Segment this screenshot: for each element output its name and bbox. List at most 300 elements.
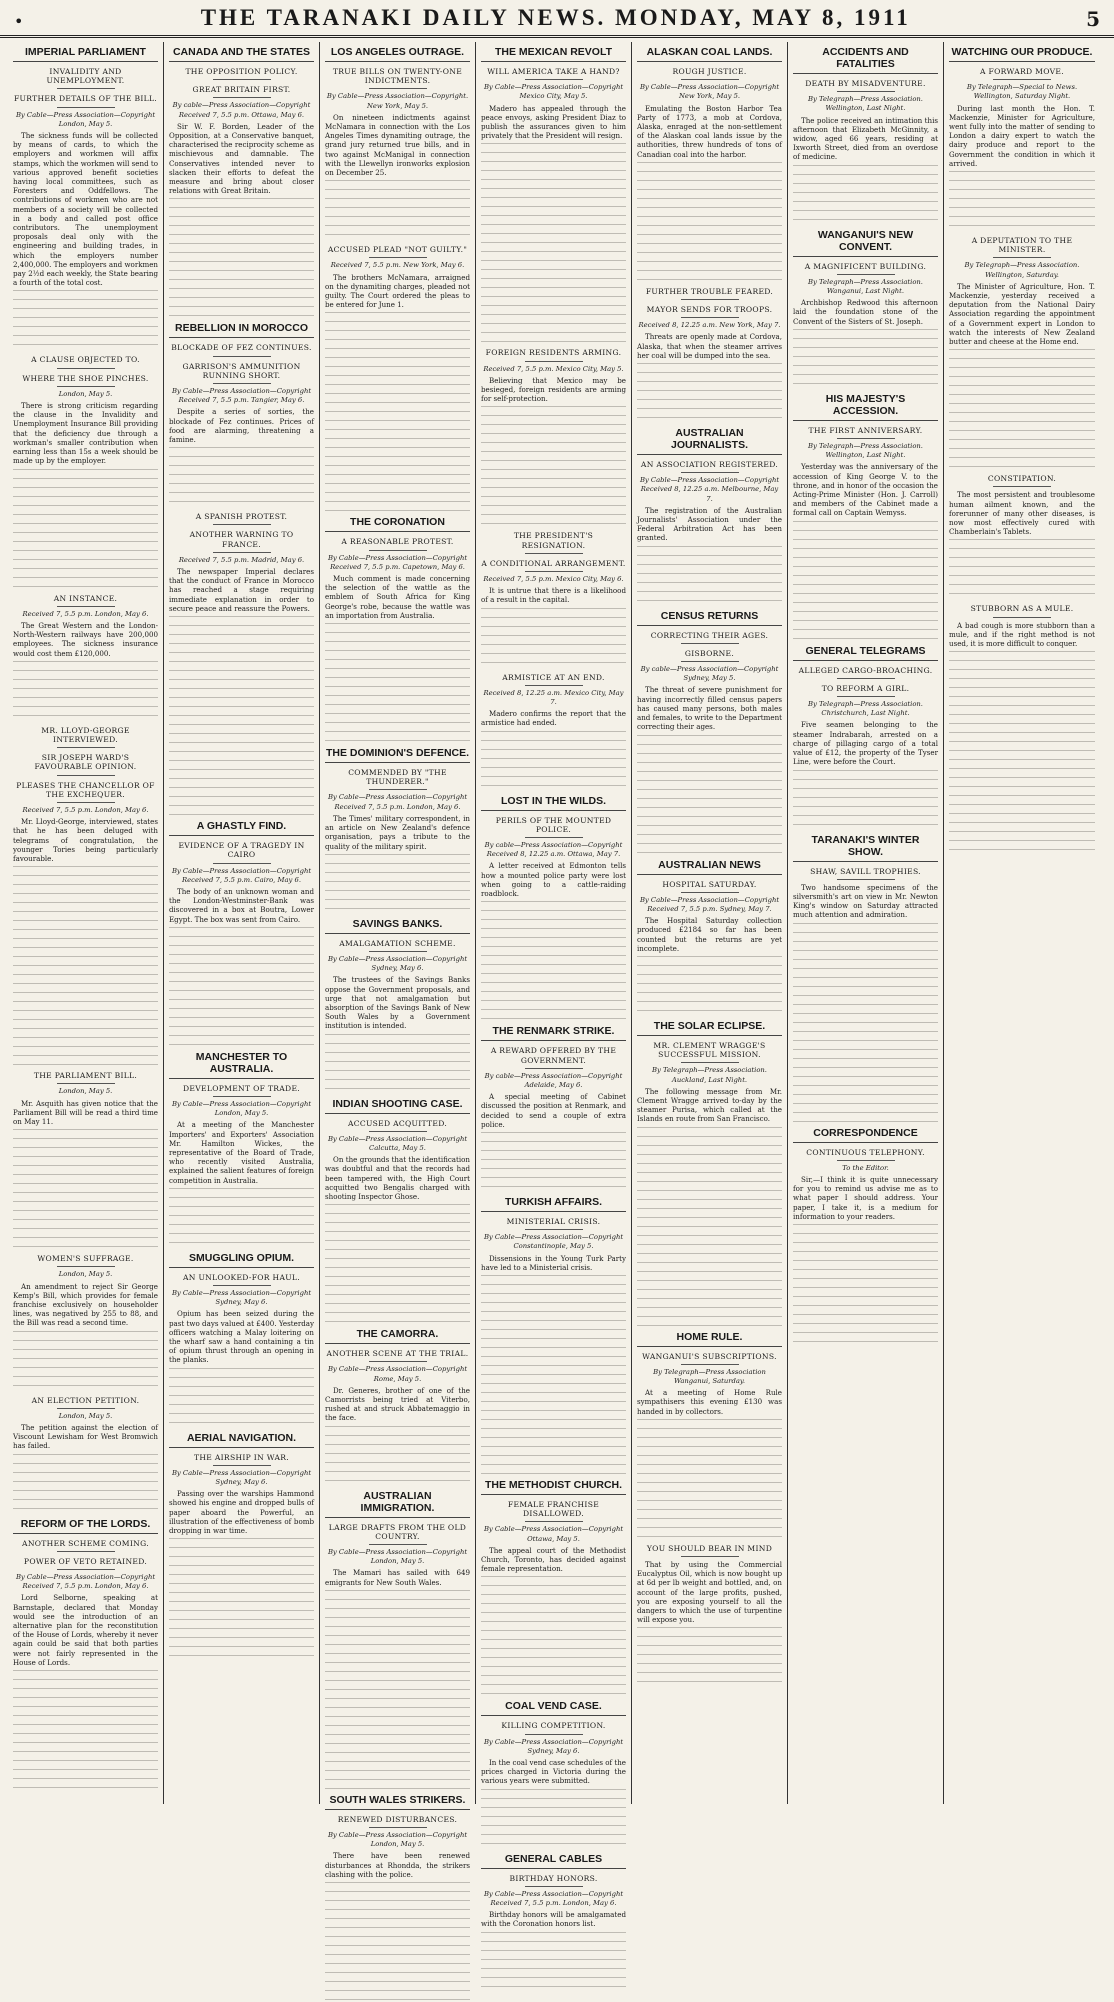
divider [993, 617, 1051, 618]
article-body: Five seamen belonging to the steamer Indrabarah, arrested on a charge of pillaging cargo of a total value of £12, the property of the Tyser Line, were before the Court. [793, 720, 938, 767]
article-headline: AUSTRALIAN NEWS [637, 859, 782, 875]
article-byline: By Cable—Press Association—Copyright Sydney, May 6. [171, 1468, 312, 1486]
article-subhead: POWER OF VETO RETAINED. [23, 1556, 148, 1566]
article-text-block [13, 469, 158, 589]
article-body: Mr. Asquith has given notice that the Parliament Bill will be read a third time on May 11. [13, 1098, 158, 1126]
divider [57, 368, 115, 369]
divider [369, 257, 427, 258]
article-headline: WATCHING OUR PRODUCE. [949, 46, 1095, 62]
article-body: Two handsome specimens of the silversmith's art on view in Mr. Newton King's window on Saturday attracted much attention and admiration. [793, 882, 938, 920]
article-text-block [169, 1538, 314, 1658]
article-text-block [325, 1590, 470, 1790]
masthead [0, 0, 1114, 38]
news-column [476, 42, 632, 1929]
article-headline: AUSTRALIAN IMMIGRATION. [325, 1490, 470, 1518]
divider [681, 317, 739, 318]
divider [525, 837, 583, 838]
article-text-block [637, 1419, 782, 1539]
article-text-block [169, 447, 314, 507]
divider [57, 606, 115, 607]
article-byline: By Cable—Press Association—Copyright London, May 5. [327, 1547, 468, 1566]
divider [681, 472, 739, 473]
article-body: Threats are openly made at Cordova, Alaska, that when the steamer arrives her coal will be dumped into the sea. [637, 332, 782, 360]
divider [369, 88, 427, 89]
article-headline: REFORM OF THE LORDS. [13, 1518, 158, 1534]
article-subhead: MINISTERIAL CRISIS. [506, 1216, 601, 1226]
article-body: Emulating the Boston Harbor Tea Party of 1773, a mob at Cordova, Alaska, enraged at the non-settlement of the Alaskan coal lands issue by the authorities, threw hundreds of tons of Canadian coal into the harbor. [637, 103, 782, 159]
article-body: An amendment to reject Sir George Kemp's Bill, which provides for female franchise exclusively on householder lines, was negatived by 255 to 88, and the Bill was read a second time. [13, 1281, 158, 1328]
article-text-block [793, 1224, 938, 1344]
article-subhead: GISBORNE. [684, 648, 735, 658]
article-byline: By Telegraph—Special to News. Wellington, Saturday Night. [966, 83, 1078, 101]
divider [57, 775, 115, 776]
article-body: Believing that Mexico may be besieged, foreign residents are arming for self-protection. [481, 375, 626, 404]
article-body: At a meeting of Home Rule sympathisers this evening £130 was handed in by collectors. [637, 1388, 782, 1416]
article-subhead: A REASONABLE PROTEST. [341, 537, 454, 547]
divider [837, 678, 895, 679]
article-headline: A GHASTLY FIND. [169, 820, 314, 836]
article-body: Mr. Lloyd-George, interviewed, states that he has been deluged with telegrams of congratulation, the younger Tories being particularly favourable. [13, 817, 158, 863]
article-subhead: TRUE BILLS ON TWENTY-ONE INDICTMENTS. [332, 67, 463, 86]
article-body: Lord Selborne, speaking at Barnstaple, declared that Monday would see the introduction of an alternative plan for the reconstitution of the House of Lords, whereby it never again could be said that both parties were not fairly represented in the House of Lords. [13, 1593, 158, 1667]
article-byline: Received 8, 12.25 a.m. Mexico City, May 7. [483, 688, 624, 707]
article-subhead: A REWARD OFFERED BY THE GOVERNMENT. [490, 1046, 617, 1065]
divider [837, 274, 895, 275]
article-body: Passing over the warships Hammond showed his engine and dropped bulls of paper aboard the Powerful, an illustration of the effectiveness of bomb dropping in war time. [169, 1489, 314, 1535]
article-subhead: THE AIRSHIP IN WAR. [194, 1452, 289, 1462]
divider [681, 643, 739, 644]
article-body: There have been renewed disturbances at Rhondda, the strikers clashing with the police. [325, 1851, 470, 1879]
article-subhead: SHAW, SAVILL TROPHIES. [810, 866, 921, 876]
article-body: The brothers McNamara, arraigned on the dynamiting charges, pleaded not guilty. The Court ordered the pleas to be entered for June 1. [325, 272, 470, 310]
article-text-block [481, 1789, 626, 1849]
article-text-block [637, 956, 782, 1016]
article-text-block [13, 290, 158, 350]
article-body: The Hospital Saturday collection produced £2184 so far has been counted but the returns are yet incomplete. [637, 916, 782, 953]
article-headline: COAL VEND CASE. [481, 1700, 626, 1716]
article-subhead: PLEASES THE CHANCELLOR OF THE EXCHEQUER. [16, 780, 155, 799]
divider [369, 1827, 427, 1828]
divider [681, 1556, 739, 1557]
article-subhead: CORRECTING THEIR AGES. [650, 630, 769, 640]
article-subhead: ARMISTICE AT AN END. [502, 672, 605, 682]
article-byline: By Cable—Press Association—Copyright Received 7, 5.5 p.m. Sydney, May 7. [639, 895, 780, 913]
article-text-block [481, 406, 626, 526]
article-byline: By cable—Press Association—Copyright Sydney, May 5. [640, 665, 779, 683]
article-body: During last month the Hon. T. Mackenzie, Minister for Agriculture, went fully into the matter of sending to London a dairy expert to watch the dairy produce and report to the Government the condition in which it arrived. [949, 103, 1095, 168]
article-body: The sickness funds will be collected by means of cards, to which the employers and workmen will affix stamps, which the workmen will send to various approved benefit societies having local committees, such as Foresters and Oddfellows. The contributions of workmen who are not members of a society will be collected in a body and called post office contributors. The unemployment proposals deal only with the engineering and building trades, in which the employers number 2,400,000. The employers and workmen pay 2½d each weekly, the State bearing a fourth of the total cost. [13, 131, 158, 288]
article-body: Yesterday was the anniversary of the accession of King George V. to the throne, and in honor of the occasion the Acting-Prime Minister (Hon. J. Carroll) and members of the Cabinet made a formal call on Captain Wemyss. [793, 462, 938, 518]
article-text-block [325, 623, 470, 743]
article-text-block [481, 901, 626, 1021]
article-subhead: PERILS OF THE MOUNTED POLICE. [495, 815, 612, 834]
article-subhead: HOSPITAL SATURDAY. [662, 879, 757, 889]
article-text-block [793, 521, 938, 641]
article-byline: By Telegraph—Press Association. Wanganui, Last Night. [808, 277, 923, 296]
article-byline: By Cable—Press Association—Copyright London, May 5. [327, 1831, 468, 1849]
article-text-block [793, 923, 938, 1123]
article-body: Madero confirms the report that the armistice had ended. [481, 709, 626, 728]
divider [57, 386, 115, 387]
article-text-block [325, 180, 470, 240]
article-subhead: WOMEN'S SUFFRAGE. [37, 1254, 134, 1264]
article-text-block [949, 171, 1095, 231]
article-text-block [637, 162, 782, 282]
article-headline: TARANAKI'S WINTER SHOW. [793, 834, 938, 862]
article-byline: By Telegraph—Press Association Wanganui, Saturday. [653, 1367, 766, 1385]
divider [837, 1160, 895, 1161]
article-body: On nineteen indictments against McNamara in connection with the Los Angeles Times dynamiting outrage, the grand jury returned true bills, and in two against McManigal in connection with the Llewellyn ironworks explosion on December 25. [325, 112, 470, 178]
divider [369, 1544, 427, 1545]
article-body: The Great Western and the London-North-Western railways have 200,000 employees. The sickness insurance would cost them £120,000. [13, 620, 158, 658]
divider [681, 1364, 739, 1365]
divider [57, 88, 115, 89]
article-text-block [169, 198, 314, 318]
article-body: The appeal court of the Methodist Church, Toronto, has decided against female representation. [481, 1545, 626, 1574]
article-subhead: A DEPUTATION TO THE MINISTER. [971, 236, 1073, 255]
article-subhead: FURTHER DETAILS OF THE BILL. [13, 94, 158, 104]
article-subhead: ROUGH JUSTICE. [672, 67, 747, 76]
article-byline: Received 8, 12.25 a.m. New York, May 7. [638, 321, 781, 330]
article-body: At a meeting of the Manchester Importers' and Exporters' Association Mr. Hamilton Wickes, the representative of the Board of Trade, who recently visited Australia, explained the salient features of foreign competition in Australia. [169, 1120, 314, 1185]
article-byline: By Cable—Press Association—Copyright Received 7, 5.5 p.m. Capetown, May 6. [327, 553, 468, 571]
divider [525, 1734, 583, 1735]
article-byline: By Cable—Press Association—Copyright Sydney, May 6. [327, 954, 468, 973]
article-body: A bad cough is more stubborn than a mule, and if the right method is not used, it is more difficult to conquer. [949, 620, 1095, 649]
article-byline: By Cable—Press Association—Copyright Constantinople, May 5. [483, 1233, 624, 1251]
article-subhead: GREAT BRITAIN FIRST. [192, 85, 291, 95]
article-headline: WANGANUI'S NEW CONVENT. [793, 229, 938, 257]
article-byline: Received 7, 5.5 p.m. London, May 6. [22, 609, 149, 618]
article-byline: By Cable—Press Association—Copyright Received 7, 5.5 p.m. Cairo, May 6. [171, 866, 312, 884]
article-subhead: DEVELOPMENT OF TRADE. [183, 1083, 300, 1093]
article-byline: By Cable—Press Association—Copyright London, May 5. [15, 110, 156, 128]
article-body: That by using the Commercial Eucalyptus Oil, which is now bought up at 6d per lb weight and bottled, and, on account of the large profits, pushed, you are exposing yourself to all the dangers to which the use of turpentine will expose you. [637, 1559, 782, 1625]
article-headline: SMUGGLING OPIUM. [169, 1252, 314, 1268]
article-body: In the coal vend case schedules of the prices charged in Victoria during the various years were submitted. [481, 1757, 626, 1786]
article-text-block [13, 1331, 158, 1391]
article-byline: London, May 5. [58, 1270, 113, 1279]
divider [369, 550, 427, 551]
divider [57, 1083, 115, 1084]
divider [681, 299, 739, 300]
article-subhead: AN ELECTION PETITION. [31, 1395, 140, 1405]
divider [525, 1229, 583, 1230]
article-byline: By Cable—Press Association—Copyright Ottawa, May 5. [483, 1525, 624, 1543]
article-subhead: A MAGNIFICENT BUILDING. [804, 261, 927, 271]
article-body: Madero has appealed through the peace envoys, asking President Diaz to publish the assurances given to him privately that the President will resign. [481, 103, 626, 141]
article-subhead: COMMENDED BY "THE THUNDERER." [348, 768, 447, 787]
article-subhead: WANGANUI'S SUBSCRIPTIONS. [642, 1351, 777, 1361]
article-headline: LOST IN THE WILDS. [481, 795, 626, 811]
divider [525, 1068, 583, 1069]
article-subhead: YOU SHOULD BEAR IN MIND [646, 1543, 773, 1553]
article-subhead: DEATH BY MISADVENTURE. [805, 79, 926, 88]
article-byline: By Cable—Press Association—Copyright Sydney, May 6. [483, 1737, 624, 1755]
article-byline: By cable—Press Association—Copyright Received 7, 5.5 p.m. Ottawa, May 6. [172, 101, 311, 119]
article-headline: MANCHESTER TO AUSTRALIA. [169, 1051, 314, 1079]
article-headline: THE CORONATION [325, 516, 470, 532]
article-subhead: A CLAUSE OBJECTED TO. [31, 355, 140, 365]
article-subhead: FURTHER TROUBLE FEARED. [645, 286, 774, 296]
article-headline: GENERAL TELEGRAMS [793, 645, 938, 661]
article-text-block [169, 927, 314, 1047]
article-byline: By Telegraph—Press Association. Wellington, Last Night. [808, 442, 923, 460]
article-body: Dr. Generes, brother of one of the Camorrists being tried at Viterbo, rushed at and struck Abbatemaggio in the face. [325, 1385, 470, 1423]
divider [213, 1285, 271, 1286]
article-headline: AUSTRALIAN JOURNALISTS. [637, 427, 782, 455]
article-subhead: ALLEGED CARGO-BROACHING. [798, 665, 933, 675]
article-byline: By Cable—Press Association—Copyright Received 7, 5.5 p.m. London, May 6. [15, 1573, 156, 1591]
article-subhead: A CONDITIONAL ARRANGEMENT. [481, 558, 626, 568]
article-subhead: A SPANISH PROTEST. [195, 512, 288, 522]
article-body: The registration of the Australian Journalists' Association under the Federal Arbitration Act has been granted. [637, 505, 782, 543]
article-byline: By cable—Press Association—Copyright Received 8, 12.25 a.m. Ottawa, May 7. [484, 841, 623, 859]
article-subhead: FOREIGN RESIDENTS ARMING. [485, 348, 622, 358]
divider [525, 571, 583, 572]
article-text-block [481, 143, 626, 343]
article-body: The newspaper Imperial declares that the conduct of France in Morocco has reached a stage requiring immediate explanation in order to secure peace and reassure the Powers. [169, 567, 314, 613]
divider [57, 1569, 115, 1570]
divider [681, 661, 739, 662]
divider [57, 1551, 115, 1552]
divider [525, 685, 583, 686]
article-byline: Received 7, 5.5 p.m. Mexico City, May 6. [483, 575, 624, 584]
divider [993, 257, 1051, 258]
article-body: Dissensions in the Young Turk Party have led to a Ministerial crisis. [481, 1253, 626, 1272]
article-byline: London, May 5. [58, 389, 113, 398]
article-text-block [637, 363, 782, 423]
article-body: It is untrue that there is a likelihood of a result in the capital. [481, 586, 626, 605]
article-subhead: AN INSTANCE. [53, 593, 118, 603]
article-body: Much comment is made concerning the selection of the wattle as the emblem of South Africa for King George's robe, because the wattle was an importation from Australia. [325, 574, 470, 620]
divider [681, 1062, 739, 1063]
divider [837, 879, 895, 880]
article-byline: By Cable—Press Association—Copyright. New York, May 5. [326, 92, 469, 110]
masthead-title: THE TARANAKI DAILY NEWS. MONDAY, MAY 8, 1911 [200, 5, 911, 30]
article-subhead: ANOTHER WARNING TO FRANCE. [189, 530, 294, 549]
article-subhead: ANOTHER SCHEME COMING. [22, 1538, 149, 1548]
article-byline: By Telegraph—Press Association. Wellington, Last Night. [808, 95, 923, 113]
divider [681, 892, 739, 893]
article-text-block [13, 866, 158, 1066]
article-subhead: INVALIDITY AND UNEMPLOYMENT. [46, 67, 125, 86]
article-byline: By Cable—Press Association—Copyright Mexico City, May 5. [483, 83, 624, 101]
article-byline: By Telegraph—Press Association. Auckland, Last Night. [652, 1066, 767, 1084]
article-body: On the grounds that the identification was doubtful and that the records had been tampered with, the High Court acquitted two Bengalis charged with shooting Inspector Ghose. [325, 1155, 470, 1201]
article-text-block [325, 1882, 470, 2002]
article-text-block [949, 651, 1095, 851]
article-byline: By Telegraph—Press Association. Christchurch, Last Night. [808, 700, 923, 718]
article-headline: LOS ANGELES OUTRAGE. [325, 46, 470, 62]
article-headline: THE CAMORRA. [325, 1328, 470, 1344]
article-subhead: MAYOR SENDS FOR TROOPS. [646, 305, 773, 315]
divider [525, 361, 583, 362]
article-subhead: LARGE DRAFTS FROM THE OLD COUNTRY. [328, 1522, 467, 1541]
article-body: Despite a series of sorties, the blockade of Fez continues. Prices of food are alarming, threatening a famine. [169, 407, 314, 445]
divider [525, 1886, 583, 1887]
divider [525, 79, 583, 80]
article-body: The trustees of the Savings Banks oppose the Government proposals, and urge that not amalgamation but absorption of the Savings Bank of New South Wales by a Government institution is intended. [325, 975, 470, 1031]
article-byline: Received 7, 5.5 p.m. London, May 6. [22, 805, 149, 814]
news-column [632, 42, 788, 1804]
article-byline: To the Editor. [842, 1163, 889, 1172]
article-text-block [481, 731, 626, 791]
article-text-block [13, 1670, 158, 1790]
divider [993, 486, 1051, 487]
article-text-block [13, 1129, 158, 1249]
article-subhead: GARRISON'S AMMUNITION RUNNING SHORT. [182, 361, 301, 380]
article-byline: By Cable—Press Association—Copyright Calcutta, May 5. [327, 1134, 468, 1152]
article-subhead: AN ASSOCIATION REGISTERED. [640, 460, 779, 470]
divider [57, 747, 115, 748]
article-subhead: RENEWED DISTURBANCES. [337, 1814, 458, 1824]
divider [213, 552, 271, 553]
article-headline: AERIAL NAVIGATION. [169, 1432, 314, 1448]
divider [525, 1521, 583, 1522]
article-byline: London, May 5. [58, 1411, 113, 1420]
article-body: The Minister of Agriculture, Hon. T. Mackenzie, yesterday received a deputation from the National Dairy Association regarding the appointment of a Government expert in London to watch the interests of New Zealand butter and cheese at the Home end. [949, 281, 1095, 347]
article-subhead: THE FIRST ANNIVERSARY. [808, 425, 923, 435]
article-subhead: MR. CLEMENT WRAGGE'S SUCCESSFUL MISSION. [653, 1040, 766, 1060]
article-text-block [637, 1127, 782, 1327]
article-text-block [325, 1204, 470, 1324]
article-body: The Times' military correspondent, in an article on New Zealand's defence organisation, pays a tribute to the quality of the military spirit. [325, 813, 470, 851]
article-text-block [637, 735, 782, 855]
article-subhead: MR. LLOYD-GEORGE INTERVIEWED. [41, 725, 130, 744]
divider [213, 79, 271, 80]
column-container [0, 38, 1114, 1929]
article-byline: By Cable—Press Association—Copyright Received 7, 5.5 p.m. London, May 6. [327, 793, 468, 811]
article-headline: CORRESPONDENCE [793, 1127, 938, 1143]
article-subhead: ACCUSED ACQUITTED. [347, 1118, 448, 1128]
divider [993, 79, 1051, 80]
news-column [788, 42, 944, 1804]
article-headline: HIS MAJESTY'S ACCESSION. [793, 393, 938, 421]
news-column [8, 42, 164, 1804]
article-subhead: THE PRESIDENT'S RESIGNATION. [513, 531, 594, 550]
article-byline: Received 7, 5.5 p.m. Mexico City, May 5. [483, 364, 624, 373]
article-body: The following message from Mr. Clement Wragge arrived to-day by the steamer Purisa, which called at the Islands en route from San Francisco. [637, 1086, 782, 1124]
divider [57, 1266, 115, 1267]
article-text-block [637, 1627, 782, 1687]
article-subhead: BIRTHDAY HONORS. [509, 1873, 598, 1883]
article-subhead: STUBBORN AS A MULE. [970, 604, 1074, 614]
article-text-block [793, 770, 938, 830]
article-text-block [481, 1576, 626, 1696]
article-byline: By Telegraph—Press Association. Wellington, Saturday. [964, 261, 1080, 279]
news-column [164, 42, 320, 1804]
article-body: Opium has been seized during the past two days valued at £400. Yesterday officers watching a Malay loitering on the wharf saw a hand containing a tin of opium thrust through an opening in the planks. [169, 1309, 314, 1365]
article-headline: GENERAL CABLES [481, 1853, 626, 1869]
divider [525, 553, 583, 554]
article-headline: THE DOMINION'S DEFENCE. [325, 747, 470, 763]
article-body: A special meeting of Cabinet discussed the position at Renmark, and decided to send a couple of extra police. [481, 1092, 626, 1129]
news-column [320, 42, 476, 1879]
divider [369, 1361, 427, 1362]
article-subhead: AN UNLOOKED-FOR HAUL. [183, 1272, 300, 1282]
article-subhead: CONSTIPATION. [987, 474, 1057, 484]
article-text-block [481, 1275, 626, 1475]
divider [369, 1131, 427, 1132]
article-text-block [169, 616, 314, 816]
article-headline: INDIAN SHOOTING CASE. [325, 1098, 470, 1114]
article-headline: CANADA AND THE STATES [169, 46, 314, 62]
divider [213, 97, 271, 98]
divider [57, 1408, 115, 1409]
divider [213, 1465, 271, 1466]
article-body: The police received an intimation this afternoon that Elizabeth McGinnity, a widow, aged 66 years, residing at Ixworth Street, died from an overdose of medicine. [793, 115, 938, 162]
divider [213, 524, 271, 525]
article-headline: REBELLION IN MOROCCO [169, 322, 314, 338]
article-byline: By Cable—Press Association—Copyright Received 8, 12.25 a.m. Melbourne, May 7. [639, 476, 780, 503]
article-headline: HOME RULE. [637, 1331, 782, 1347]
divider [837, 696, 895, 697]
divider [369, 789, 427, 790]
divider [213, 1096, 271, 1097]
article-text-block [13, 1454, 158, 1514]
article-text-block [481, 608, 626, 668]
article-body: Sir W. F. Borden, Leader of the Opposition, at a Conservative banquet, characterised the reciprocity scheme as mischievous and damnable. The Conservatives intended never to slacken their efforts to defeat the measure and bring about closer relations with Great Britain. [169, 121, 314, 196]
article-body: The body of an unknown woman and the London-Westminster-Bank was discovered in a box at Boutra, Lower Egypt. The box was sent from Cairo. [169, 886, 314, 924]
article-byline: By Cable—Press Association—Copyright Rome, May 5. [327, 1365, 468, 1383]
article-body: There is strong criticism regarding the clause in the Invalidity and Unemployment Insurance Bill providing that the deficiency due through a workman's smaller contribution when earning less than 15s a week should be made up by the employer. [13, 401, 158, 466]
article-text-block [13, 661, 158, 721]
article-headline: ALASKAN COAL LANDS. [637, 46, 782, 62]
article-headline: IMPERIAL PARLIAMENT [13, 46, 158, 62]
article-subhead: WHERE THE SHOE PINCHES. [22, 373, 149, 383]
article-byline: By cable—Press Association—Copyright Adelaide, May 6. [484, 1071, 623, 1089]
article-body: The Mamari has sailed with 649 emigrants for New South Wales. [325, 1568, 470, 1587]
divider [837, 91, 895, 92]
article-headline: SOUTH WALES STRIKERS. [325, 1794, 470, 1810]
article-headline: TURKISH AFFAIRS. [481, 1196, 626, 1212]
article-text-block [793, 329, 938, 389]
article-body: Archbishop Redwood this afternoon laid the foundation stone of the Convent of the Sisters of St. Joseph. [793, 298, 938, 326]
article-subhead: AMALGAMATION SCHEME. [339, 938, 456, 948]
page-number: 5 [1086, 7, 1100, 31]
article-text-block [637, 546, 782, 606]
divider [837, 438, 895, 439]
article-headline: THE MEXICAN REVOLT [481, 46, 626, 62]
article-body: Sir,—I think it is quite unnecessary for you to remind us advise me as to what paper I should address. Your paper, I take it, is a medium for information to your readers. [793, 1174, 938, 1221]
article-subhead: EVIDENCE OF A TRAGEDY IN CAIRO [178, 841, 305, 860]
article-text-block [325, 312, 470, 512]
article-byline: By Cable—Press Association—Copyright Sydney, May 6. [171, 1288, 312, 1307]
article-headline: THE METHODIST CHURCH. [481, 1479, 626, 1495]
article-subhead: FEMALE FRANCHISE DISALLOWED. [507, 1499, 600, 1519]
divider [213, 356, 271, 357]
article-byline: By Cable—Press Association—Copyright Received 7, 5.5 p.m. Tangier, May 6. [171, 387, 312, 405]
article-headline: SAVINGS BANKS. [325, 918, 470, 934]
article-headline: THE SOLAR ECLIPSE. [637, 1020, 782, 1036]
divider [57, 107, 115, 108]
masthead-ornament-left: • [14, 12, 26, 31]
article-text-block [793, 165, 938, 225]
article-subhead: THE OPPOSITION POLICY. [185, 67, 298, 76]
article-byline: By Cable—Press Association—Copyright London, May 5. [171, 1099, 312, 1118]
divider [213, 383, 271, 384]
article-text-block [169, 1188, 314, 1248]
article-headline: ACCIDENTS AND FATALITIES [793, 46, 938, 74]
article-text-block [949, 539, 1095, 599]
article-subhead: KILLING COMPETITION. [501, 1721, 606, 1731]
article-text-block [949, 349, 1095, 469]
article-text-block [481, 1132, 626, 1192]
article-subhead: ACCUSED PLEAD "NOT GUILTY." [327, 245, 468, 255]
article-subhead: WILL AMERICA TAKE A HAND? [487, 67, 620, 76]
article-text-block [481, 1932, 626, 1992]
